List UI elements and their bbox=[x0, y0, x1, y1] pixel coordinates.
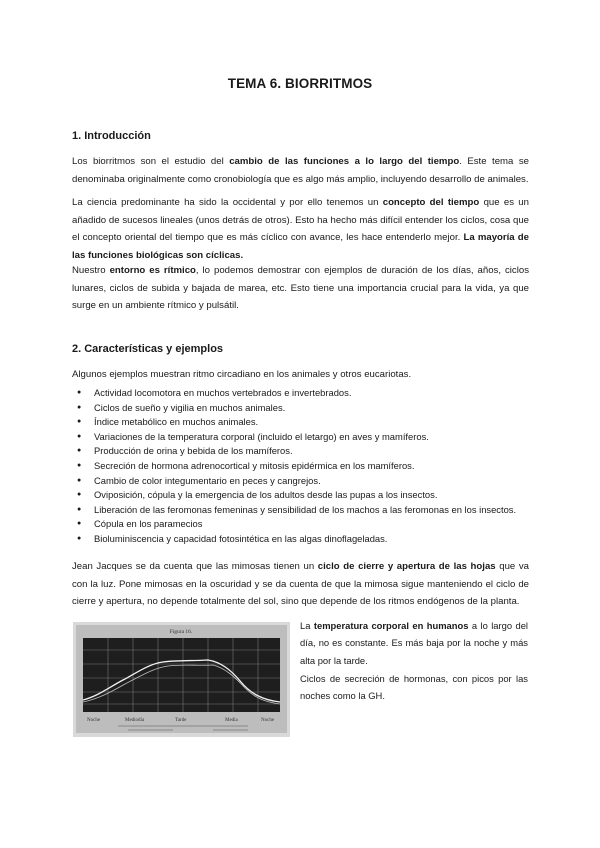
examples-list bbox=[72, 386, 532, 547]
list-item: ● Variaciones de la temperatura corporal (incluido el letargo) en aves y mamíferos. bbox=[72, 430, 532, 445]
figure-label: Mediodía bbox=[125, 718, 145, 723]
section-heading-introduccion: 1. Introducción bbox=[72, 130, 151, 142]
list-item: ● Secreción de hormona adrenocortical y mitosis epidérmica en los mamíferos. bbox=[72, 459, 532, 474]
bold-run: concepto del tiempo bbox=[382, 197, 480, 208]
text-run: La ciencia predominante ha sido la occidental y por ello tenemos un bbox=[72, 197, 383, 208]
list-item: ● Cópula en los paramecios bbox=[72, 517, 532, 532]
paragraph-hormones: Ciclos de secreción de hormonas, con picos por las noches como la GH. bbox=[300, 673, 528, 702]
figure-label: Media bbox=[225, 718, 238, 723]
figure-label: Noche bbox=[87, 718, 101, 723]
chart-area bbox=[83, 638, 280, 712]
text-run: , lo podemos demostrar con ejemplos de duración de los días, años, ciclos lunares, ciclos de subida y bajada de marea, etc. Esto tiene una importancia crucial para la vida, ya que surge en un ambiente rítmico y pulsátil. bbox=[72, 265, 529, 311]
bold-run: cambio de las funciones a lo largo del tiempo bbox=[229, 156, 460, 167]
list-item: ● Liberación de las feromonas femeninas y sensibilidad de los machos a las feromonas en los insectos. bbox=[72, 503, 532, 518]
section-heading-caracteristicas: 2. Características y ejemplos bbox=[72, 343, 224, 355]
text-run: a lo largo del día, no es constante. Es más baja por la noche y más alta por la tarde. bbox=[300, 620, 528, 666]
text-run: que es un añadido de sucesos lineales (unos detrás de otros). Esto ha hecho más difícil entender los ciclos, cosa que el concepto oriental del tiempo que es más cíclico con avance, les hace entenderlo mejor. bbox=[72, 197, 529, 243]
bold-run: temperatura corporal en humanos bbox=[313, 620, 469, 631]
bold-run: La mayoría de las funciones biológicas son cíclicas. bbox=[72, 232, 529, 261]
paragraph-intro-3 bbox=[72, 262, 529, 315]
paragraph-temperature bbox=[300, 617, 528, 669]
bold-run: entorno es rítmico bbox=[109, 265, 196, 276]
bold-run: ciclo de cierre y apertura de las hojas bbox=[317, 561, 496, 572]
page-title: TEMA 6. BIORRITMOS bbox=[227, 76, 373, 91]
list-item: ● Bioluminiscencia y capacidad fotosintética en las algas dinoflageladas. bbox=[72, 532, 532, 547]
temperature-figure bbox=[73, 622, 290, 737]
text-run: . Este tema se denominaba originalmente como cronobiología que es algo más amplio, incluyendo desarrollo de animales. bbox=[72, 156, 529, 185]
list-item: ● Actividad locomotora en muchos vertebrados e invertebrados. bbox=[72, 386, 532, 401]
list-item: ● Ciclos de sueño y vigilia en muchos animales. bbox=[72, 401, 532, 416]
figure-label: Tarde bbox=[175, 718, 187, 723]
text-run: Los biorritmos son el estudio del bbox=[72, 156, 230, 167]
list-item: ● Índice metabólico en muchos animales. bbox=[72, 415, 532, 430]
text-run: Nuestro bbox=[72, 265, 110, 276]
figure-caption: Figura 16. bbox=[169, 629, 193, 635]
list-item: ● Oviposición, cópula y la emergencia de los adultos desde las pupas a los insectos. bbox=[72, 488, 532, 503]
paragraph-mimosa bbox=[72, 558, 529, 611]
text-run: Jean Jacques se da cuenta que las mimosas tienen un bbox=[72, 561, 318, 572]
text-run: La bbox=[300, 620, 314, 631]
list-item: ● Producción de orina y bebida de los mamíferos. bbox=[72, 444, 532, 459]
figure-label: Noche bbox=[261, 718, 275, 723]
paragraph-intro-1 bbox=[72, 153, 529, 188]
paragraph-intro-2 bbox=[72, 194, 529, 264]
paragraph-examples-intro: Algunos ejemplos muestran ritmo circadiano en los animales y otros eucariotas. bbox=[72, 369, 412, 380]
list-item: ● Cambio de color integumentario en peces y cangrejos. bbox=[72, 474, 532, 489]
text-run: que va con la luz. Pone mimosas en la oscuridad y se da cuenta de que la mimosa sigue manteniendo el ciclo de cierre y apertura, no depende totalmente del sol, sino que depende de los ritmos endógenos de la planta. bbox=[72, 561, 529, 607]
